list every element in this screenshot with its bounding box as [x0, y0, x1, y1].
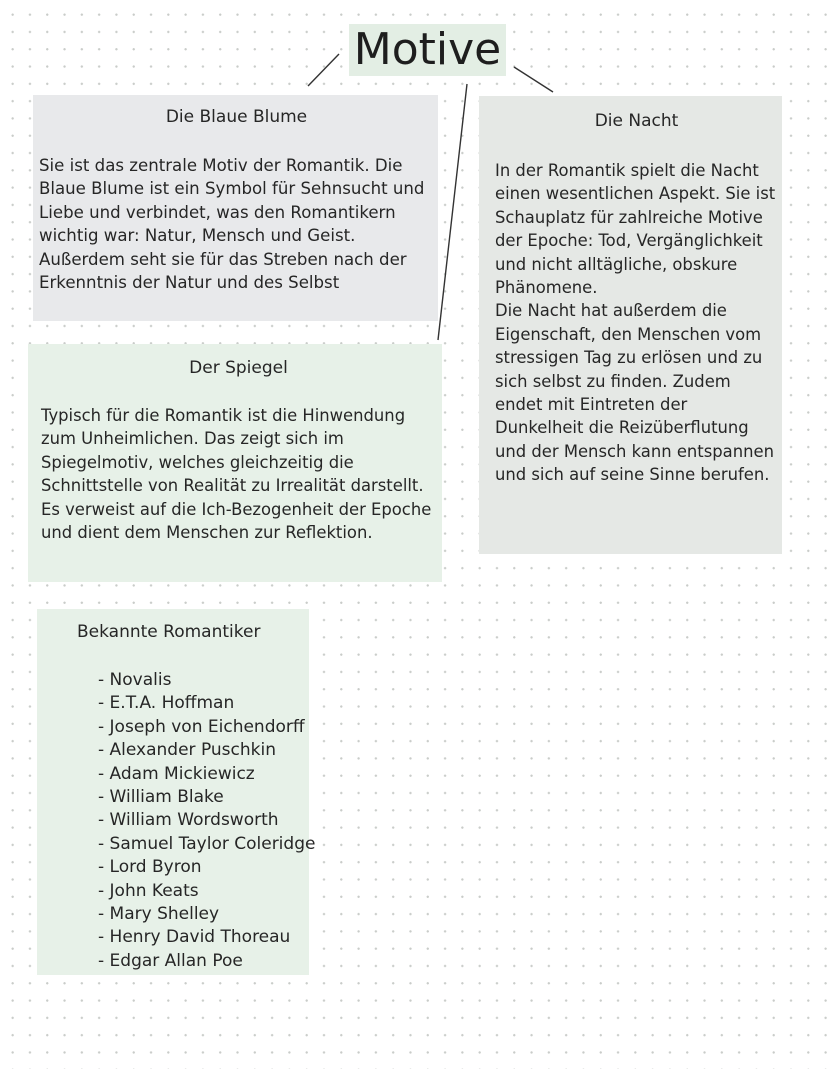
- spiegel-heading: Der Spiegel: [189, 358, 288, 378]
- list-item: - William Blake: [98, 786, 309, 809]
- list-item: - Lord Byron: [98, 856, 309, 879]
- list-item: - Alexander Puschkin: [98, 739, 309, 762]
- spiegel-box: [28, 344, 442, 582]
- blaue-blume-heading: Die Blaue Blume: [165, 107, 308, 127]
- connector-line-left: [308, 54, 339, 86]
- list-item: - Joseph von Eichendorff: [98, 716, 309, 739]
- romantiker-box: [37, 609, 316, 975]
- nacht-text-1: In der Romantik spielt die Nacht einen wesentlichen Aspekt. Sie ist Schauplatz für zahlreiche Motive der Epoche: Tod, Vergänglichkeit und nicht alltägliche, obskure Phänomene.: [495, 161, 776, 298]
- nacht-text-2: Die Nacht hat außerdem die Eigenschaft, den Menschen vom stressigen Tag zu erlösen und zu sich selbst zu finden. Zudem endet mit Eintreten der Dunkelheit die Reizüberflutung und der Mensch kann entspannen und sich auf seine Sinne berufen.: [495, 301, 774, 485]
- list-item: - Adam Mickiewicz: [98, 763, 309, 786]
- list-item: - E.T.A. Hoffman: [98, 692, 309, 715]
- list-item: - Mary Shelley: [98, 903, 309, 926]
- spiegel-text: Typisch für die Romantik ist die Hinwendung zum Unheimlichen. Das zeigt sich im Spiegelmotiv, welches gleichzeitig die Schnittstelle von Realität zu Irrealität darstellt. Es verweist auf die Ich-Bezogenheit der Epoche und dient dem Menschen zur Reflektion.: [41, 406, 432, 543]
- list-item: - William Wordsworth: [98, 809, 309, 832]
- connector-line-center: [438, 84, 467, 340]
- nacht-box: [479, 96, 782, 554]
- list-item: - Novalis: [98, 669, 309, 692]
- connector-line-right: [514, 67, 553, 92]
- page-title: Motive: [349, 24, 506, 76]
- blaue-blume-box: [33, 95, 438, 321]
- list-item: - Edgar Allan Poe: [98, 950, 309, 973]
- romantiker-list: [77, 669, 316, 973]
- list-item: - Henry David Thoreau: [98, 926, 309, 949]
- list-item: - John Keats: [98, 880, 309, 903]
- list-item: - Samuel Taylor Coleridge: [98, 833, 309, 856]
- blaue-blume-text: Sie ist das zentrale Motiv der Romantik. Die Blaue Blume ist ein Symbol für Sehnsucht und Liebe und verbindet, was den Romantikern wichtig war: Natur, Mensch und Geist. Außerdem seht sie für das Streben nach der Erkenntnis der Natur und des Selbst: [39, 156, 425, 293]
- romantiker-heading: Bekannte Romantiker: [77, 622, 261, 642]
- nacht-heading: Die Nacht: [594, 111, 679, 131]
